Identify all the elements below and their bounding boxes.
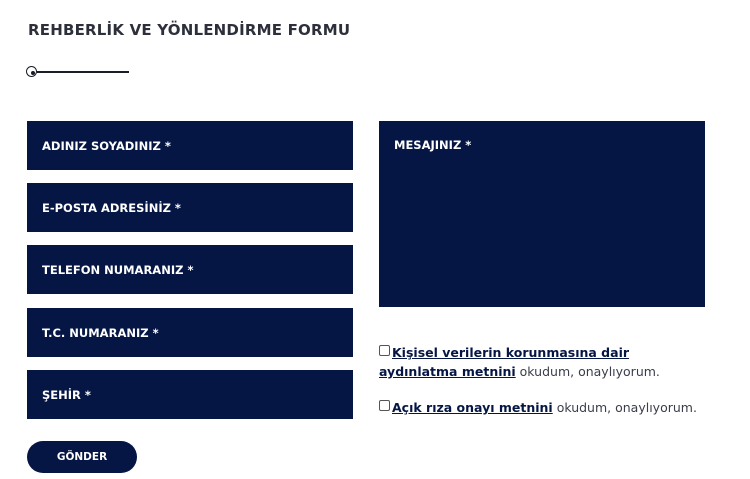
kvkk-checkbox[interactable]	[379, 345, 390, 356]
tc-number-field[interactable]	[27, 308, 353, 357]
city-field[interactable]	[27, 370, 353, 419]
circle-dot-icon	[26, 66, 37, 77]
message-placeholder: MESAJINIZ *	[394, 138, 472, 152]
tc-number-field-placeholder: T.C. NUMARANIZ *	[42, 325, 159, 340]
phone-field[interactable]	[27, 245, 353, 294]
consent-kvkk	[379, 343, 709, 381]
name-field-placeholder: ADINIZ SOYADINIZ *	[42, 138, 171, 153]
city-field-placeholder: ŞEHİR *	[42, 387, 91, 402]
submit-button[interactable]	[27, 441, 137, 473]
explicit-consent-suffix: okudum, onaylıyorum.	[552, 400, 697, 415]
consent-explicit	[379, 398, 709, 417]
submit-button-label: GÖNDER	[56, 451, 108, 463]
explicit-consent-checkbox[interactable]	[379, 400, 390, 411]
email-field-placeholder: E-POSTA ADRESİNİZ *	[42, 200, 181, 215]
kvkk-suffix: okudum, onaylıyorum.	[515, 364, 660, 379]
explicit-consent-link[interactable]: Açık rıza onayı metnini	[392, 400, 553, 415]
phone-field-placeholder: TELEFON NUMARANIZ *	[42, 262, 194, 277]
email-field[interactable]	[27, 183, 353, 232]
title-divider	[26, 66, 130, 80]
message-textarea[interactable]	[379, 121, 705, 307]
form-title: REHBERLİK VE YÖNLENDİRME FORMU	[28, 21, 351, 39]
name-field[interactable]	[27, 121, 353, 170]
kvkk-link[interactable]: Kişisel verilerin korunmasına dair aydınlatma metnini	[379, 345, 630, 379]
